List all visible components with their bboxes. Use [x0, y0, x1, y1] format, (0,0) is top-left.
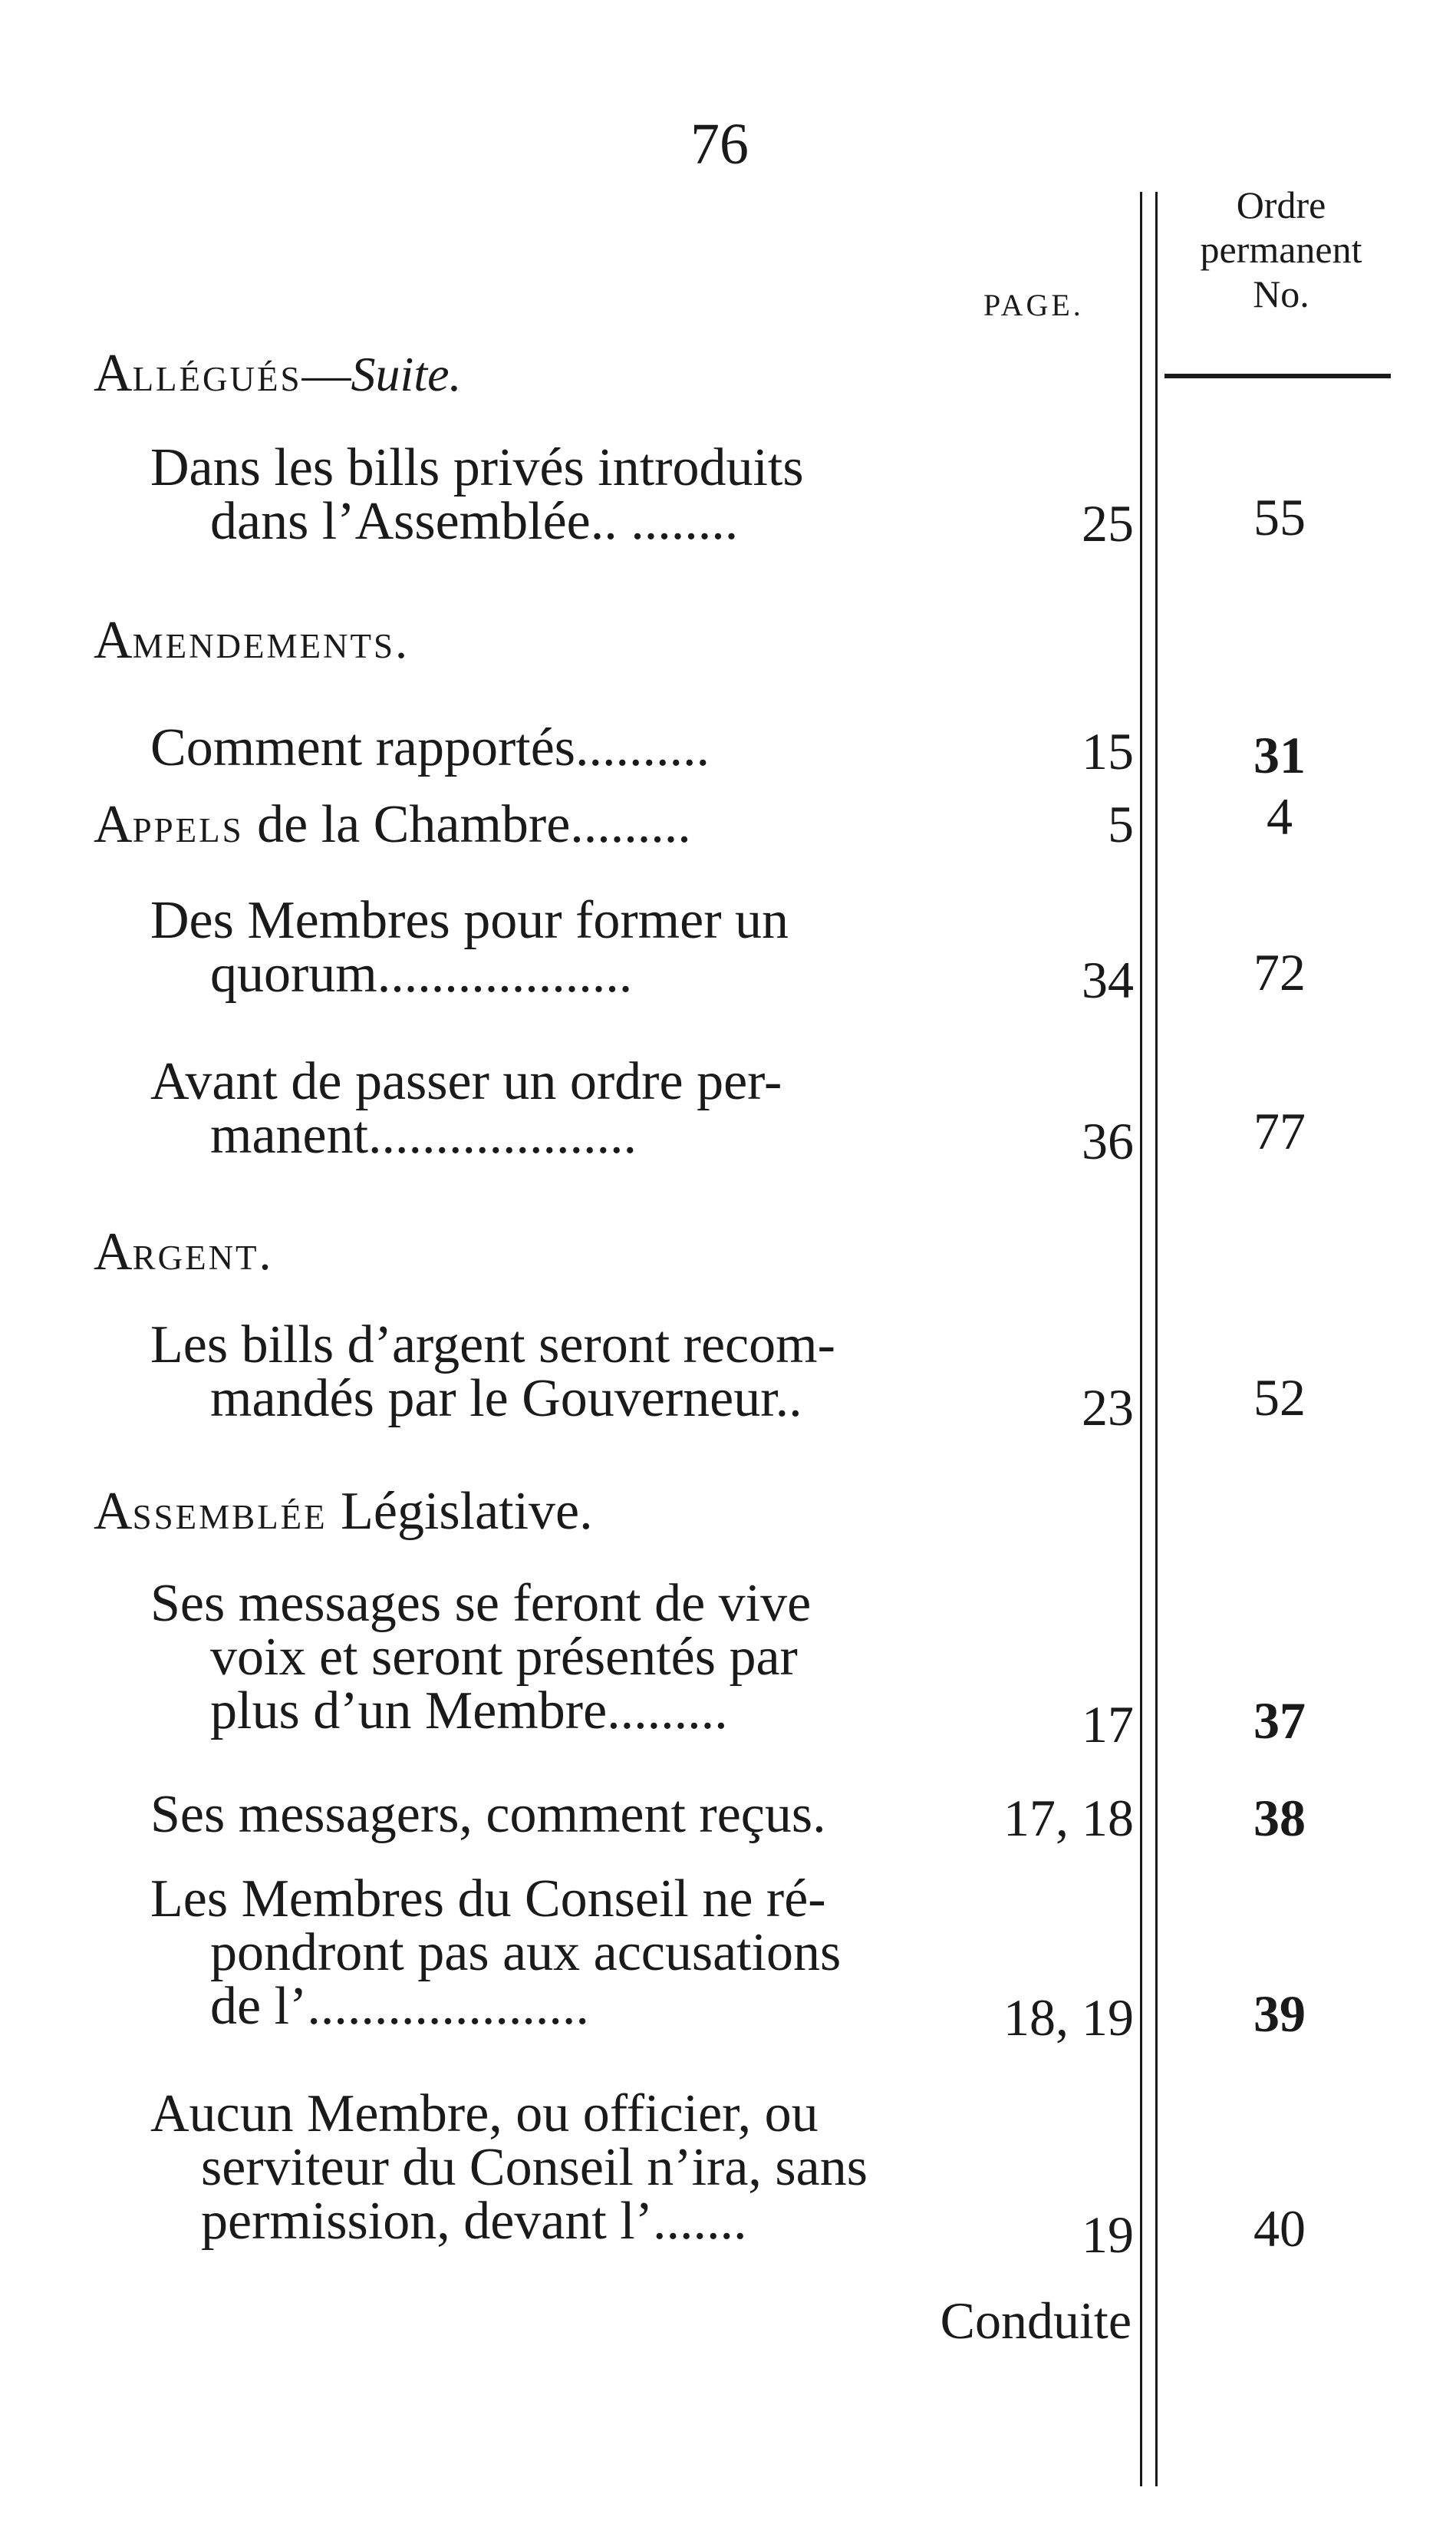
index-entry [150, 1869, 842, 2036]
entry-line: Les Membres du Conseil ne ré- [150, 1869, 826, 1928]
header-rule [1164, 374, 1391, 378]
heading-allegues: Allégués—Suite. [94, 344, 462, 403]
entry-line: mandés par le Gouverneur.. [210, 1369, 802, 1428]
entry-ordre-number: 52 [1253, 1368, 1306, 1427]
entry-page-number: 19 [1082, 2205, 1134, 2264]
page-number: 76 [690, 112, 749, 176]
index-entry [150, 438, 804, 551]
entry-page-number: 23 [1082, 1378, 1134, 1437]
entry-page-number: 36 [1082, 1112, 1134, 1170]
column-divider-right [1155, 192, 1158, 2486]
entry-line: Comment rapportés.......... [150, 718, 710, 777]
heading-assemblee: Assemblée Législative. [94, 1482, 593, 1541]
index-entry [150, 1052, 782, 1165]
entry-line: pondront pas aux accusations [210, 1923, 842, 1982]
entry-ordre-number: 31 [1253, 726, 1306, 784]
index-entry [150, 1315, 835, 1428]
index-entry [150, 718, 710, 777]
entry-ordre-number: 55 [1253, 488, 1306, 546]
entry-ordre-number: 38 [1253, 1789, 1306, 1847]
entry-line: Dans les bills privés introduits [150, 438, 804, 497]
entry-page-number: 17 [1082, 1695, 1134, 1753]
entry-ordre-number: 72 [1253, 943, 1306, 1001]
entry-line: de l’..................... [210, 1977, 589, 2036]
entry-line: permission, devant l’....... [201, 2192, 747, 2251]
entry-page-number: 25 [1082, 494, 1134, 553]
entry-ordre-number: 40 [1253, 2199, 1306, 2258]
entry-line: manent.................... [210, 1106, 637, 1165]
entry-ordre-number: 77 [1253, 1102, 1306, 1160]
entry-page-number: 17, 18 [1003, 1789, 1134, 1847]
entry-page-number: 34 [1082, 951, 1134, 1009]
heading-argent: Argent. [94, 1222, 274, 1282]
heading-amendements: Amendements. [94, 611, 410, 670]
entry-ordre-number: 4 [1267, 787, 1293, 846]
index-entry [150, 891, 789, 1004]
index-entry [150, 2084, 868, 2251]
entry-line: quorum................... [210, 945, 633, 1004]
heading-appels: Appels de la Chambre......... [94, 795, 691, 854]
entry-ordre-number: 39 [1253, 1984, 1306, 2043]
entry-line: Des Membres pour former un [150, 891, 789, 950]
ordre-permanent-column-header [1158, 183, 1404, 316]
entry-page-number: 15 [1082, 722, 1134, 780]
index-entry [150, 1574, 812, 1740]
column-divider-left [1140, 192, 1142, 2486]
entry-ordre-number: 37 [1253, 1691, 1306, 1750]
entry-line: Les bills d’argent seront recom- [150, 1315, 835, 1374]
entry-page-number: 18, 19 [1003, 1988, 1134, 2047]
ordre-header-line: permanent [1200, 228, 1362, 271]
ordre-header-line: Ordre [1236, 183, 1326, 226]
index-entry [150, 1785, 826, 1844]
entry-line: dans l’Assemblée.. ........ [210, 492, 739, 551]
entry-line: Aucun Membre, ou officier, ou [150, 2084, 819, 2143]
entry-line: voix et seront présentés par [210, 1628, 798, 1687]
entry-line: plus d’un Membre......... [210, 1681, 728, 1740]
entry-line: Ses messages se feront de vive [150, 1574, 812, 1633]
entry-page-number: 5 [1108, 795, 1134, 853]
page-column-header: PAGE. [983, 288, 1084, 322]
catchword: Conduite [940, 2291, 1132, 2350]
ordre-header-line: No. [1253, 272, 1309, 315]
entry-line: Ses messagers, comment reçus. [150, 1785, 826, 1844]
entry-line: Avant de passer un ordre per- [150, 1052, 782, 1111]
entry-line: serviteur du Conseil n’ira, sans [201, 2138, 868, 2197]
